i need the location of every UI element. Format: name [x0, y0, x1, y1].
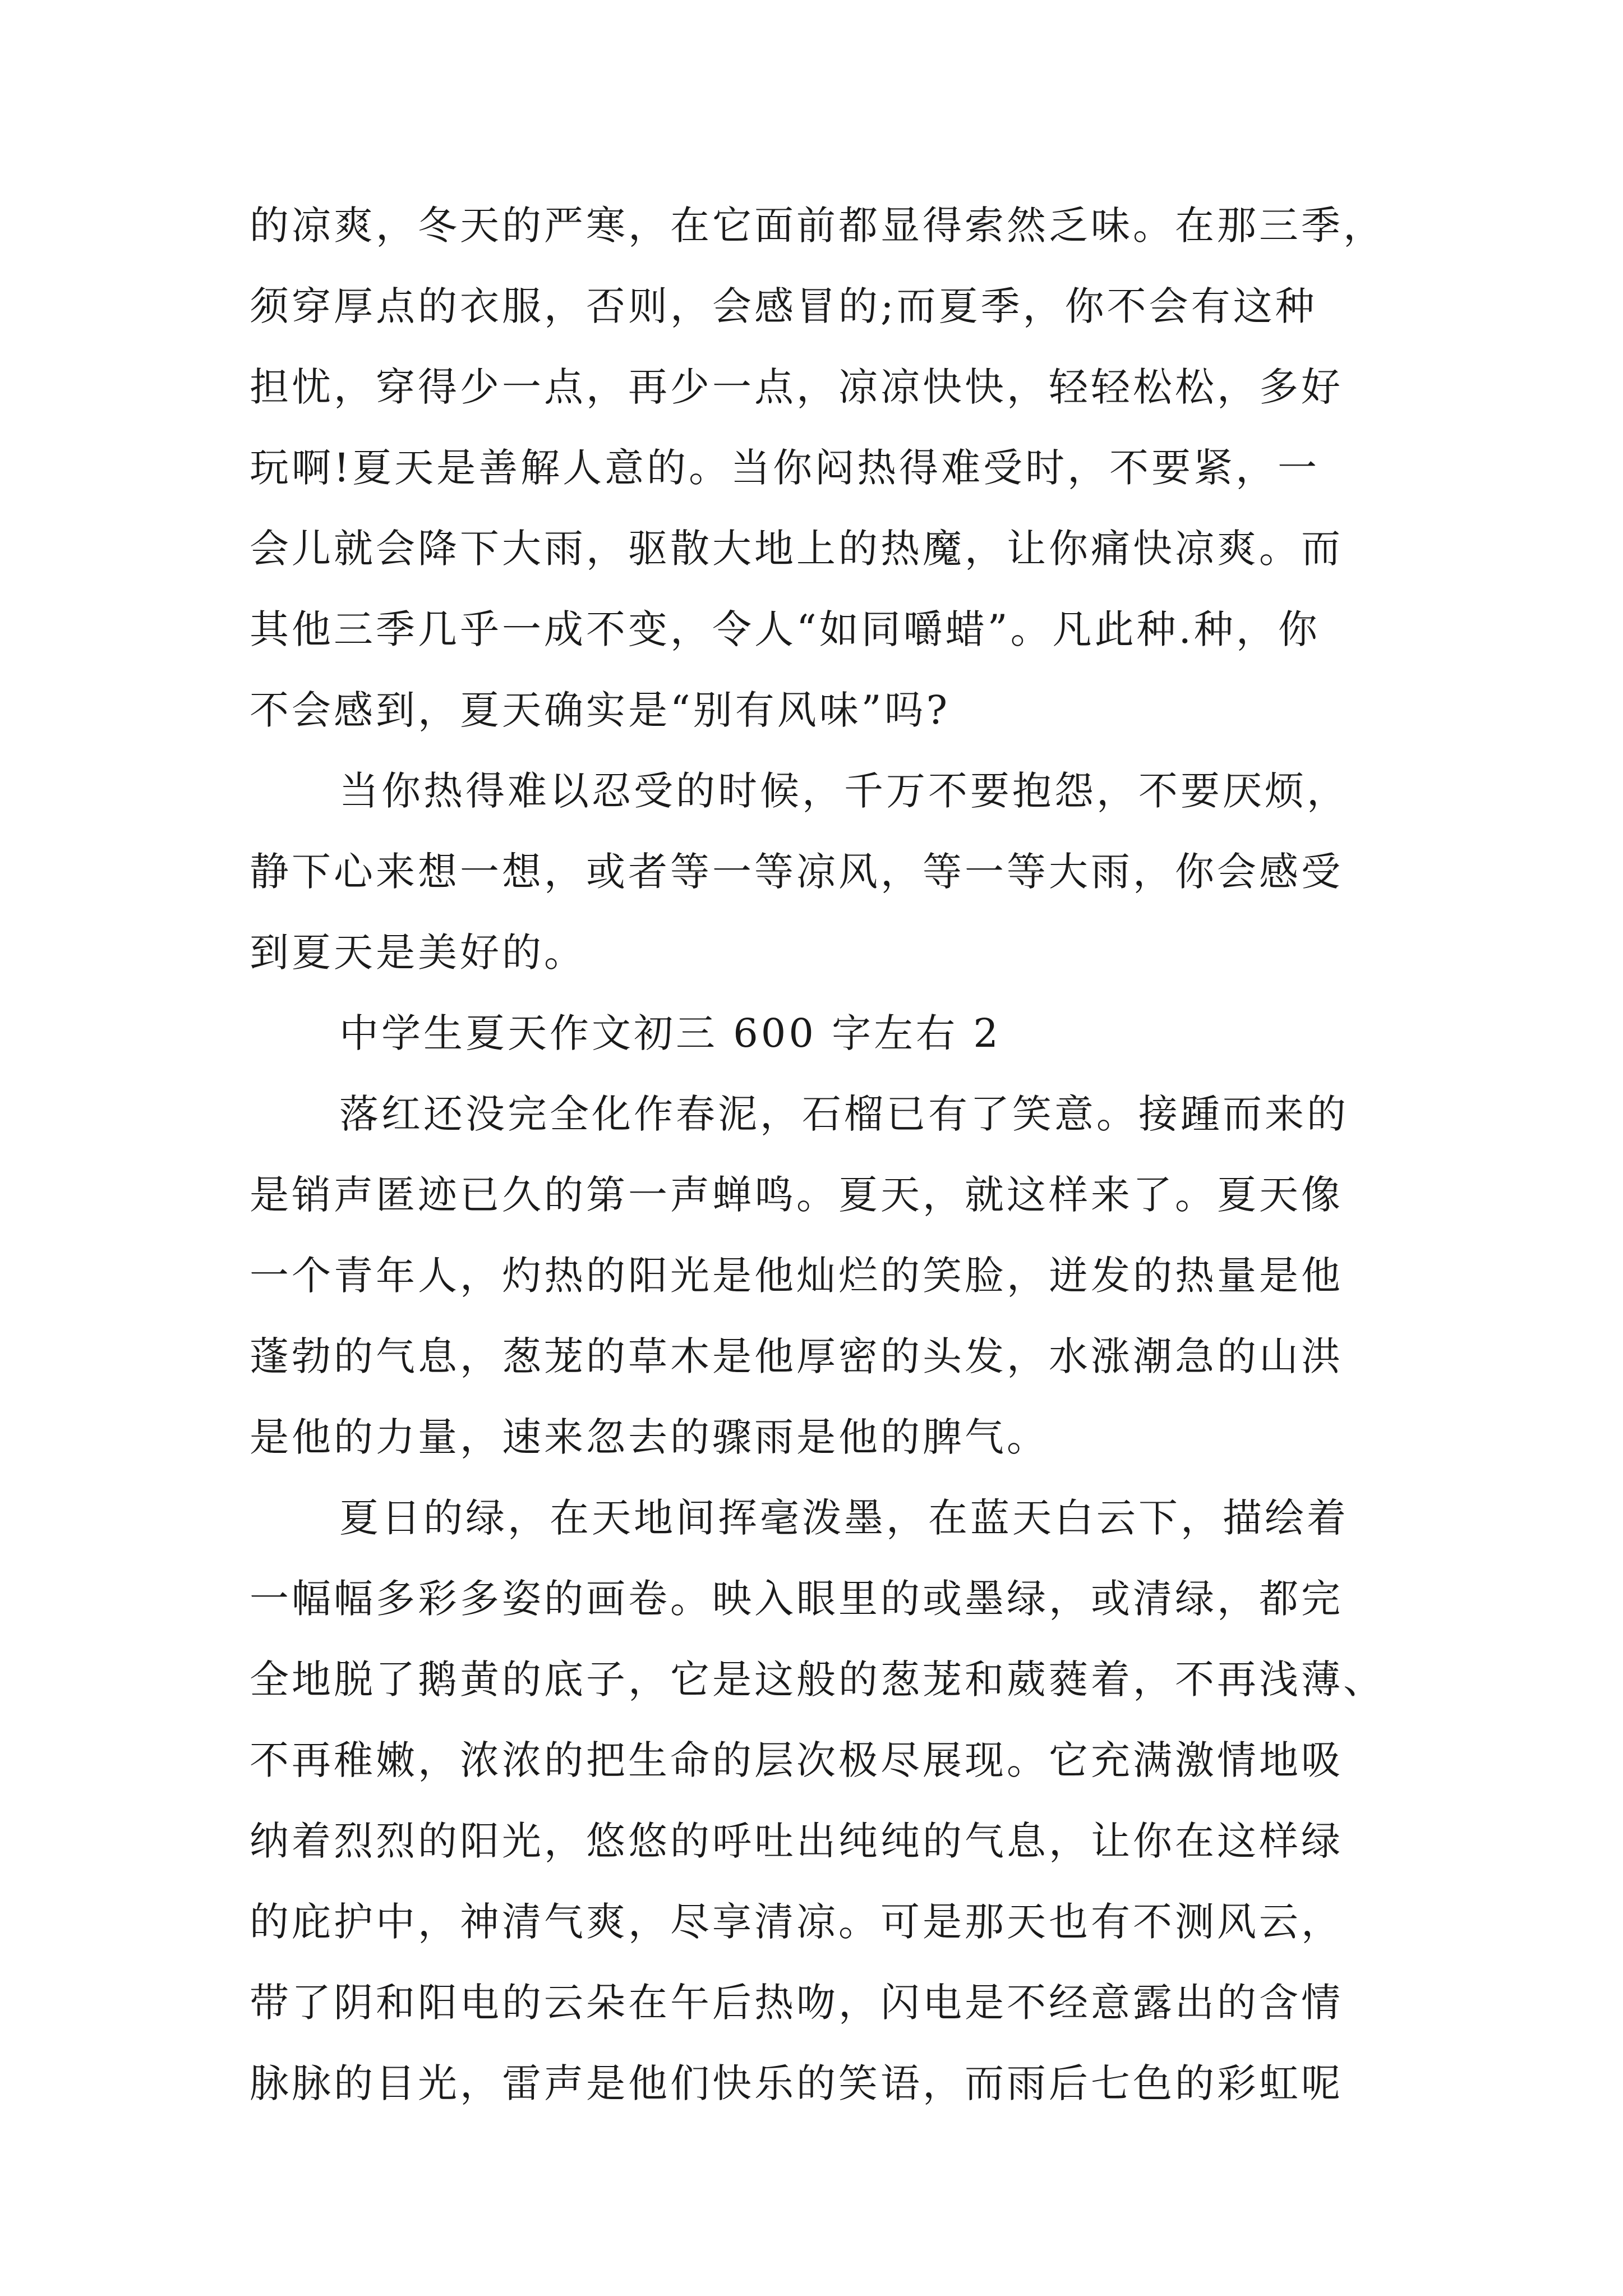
text-line: 不会感到，夏天确实是“别有风味”吗?: [250, 687, 951, 733]
text-line: 其他三季几乎一成不变，令人“如同嚼蜡”。凡此种.种，你: [250, 606, 1320, 652]
text-line: 的凉爽，冬天的严寒，在它面前都显得索然乏味。在那三季，: [250, 203, 1385, 249]
text-line: 是销声匿迹已久的第一声蝉鸣。夏天，就这样来了。夏天像: [250, 1172, 1343, 1218]
paragraph-start-line: 当你热得难以忍受的时候，千万不要抱怨，不要厌烦，: [339, 768, 1349, 814]
text-line: 不再稚嫩，浓浓的把生命的层次极尽展现。它充满激情地吸: [250, 1737, 1343, 1783]
text-line: 全地脱了鹅黄的底子，它是这般的葱茏和葳蕤着，不再浅薄、: [250, 1657, 1385, 1703]
text-line: 玩啊!夏天是善解人意的。当你闷热得难受时，不要紧，一: [250, 445, 1320, 491]
text-line: 纳着烈烈的阳光，悠悠的呼吐出纯纯的气息，让你在这样绿: [250, 1818, 1343, 1864]
text-line: 脉脉的目光，雷声是他们快乐的笑语，而雨后七色的彩虹呢: [250, 2060, 1343, 2106]
section-heading: 中学生夏天作文初三 600 字左右 2: [339, 1010, 1001, 1056]
text-line: 到夏天是美好的。: [250, 930, 586, 976]
text-line: 蓬勃的气息，葱茏的草木是他厚密的头发，水涨潮急的山洪: [250, 1333, 1343, 1379]
paragraph-start-line: 落红还没完全化作春泥，石榴已有了笑意。接踵而来的: [339, 1091, 1349, 1137]
text-line: 担忧，穿得少一点，再少一点，凉凉快快，轻轻松松，多好: [250, 364, 1343, 410]
text-line: 会儿就会降下大雨，驱散大地上的热魔，让你痛快凉爽。而: [250, 526, 1343, 572]
paragraph-start-line: 夏日的绿，在天地间挥毫泼墨，在蓝天白云下，描绘着: [339, 1495, 1349, 1541]
body-text: [250, 185, 1385, 2124]
text-line: 一个青年人，灼热的阳光是他灿烂的笑脸，迸发的热量是他: [250, 1253, 1343, 1299]
text-line: 是他的力量，速来忽去的骤雨是他的脾气。: [250, 1414, 1049, 1460]
text-line: 须穿厚点的衣服，否则，会感冒的;而夏季，你不会有这种: [250, 283, 1317, 329]
text-line: 静下心来想一想，或者等一等凉风，等一等大雨，你会感受: [250, 849, 1343, 895]
text-line: 的庇护中，神清气爽，尽享清凉。可是那天也有不测风云，: [250, 1899, 1343, 1945]
text-line: 一幅幅多彩多姿的画卷。映入眼里的或墨绿，或清绿，都完: [250, 1576, 1343, 1622]
text-line: 带了阴和阳电的云朵在午后热吻，闪电是不经意露出的含情: [250, 1980, 1343, 2026]
